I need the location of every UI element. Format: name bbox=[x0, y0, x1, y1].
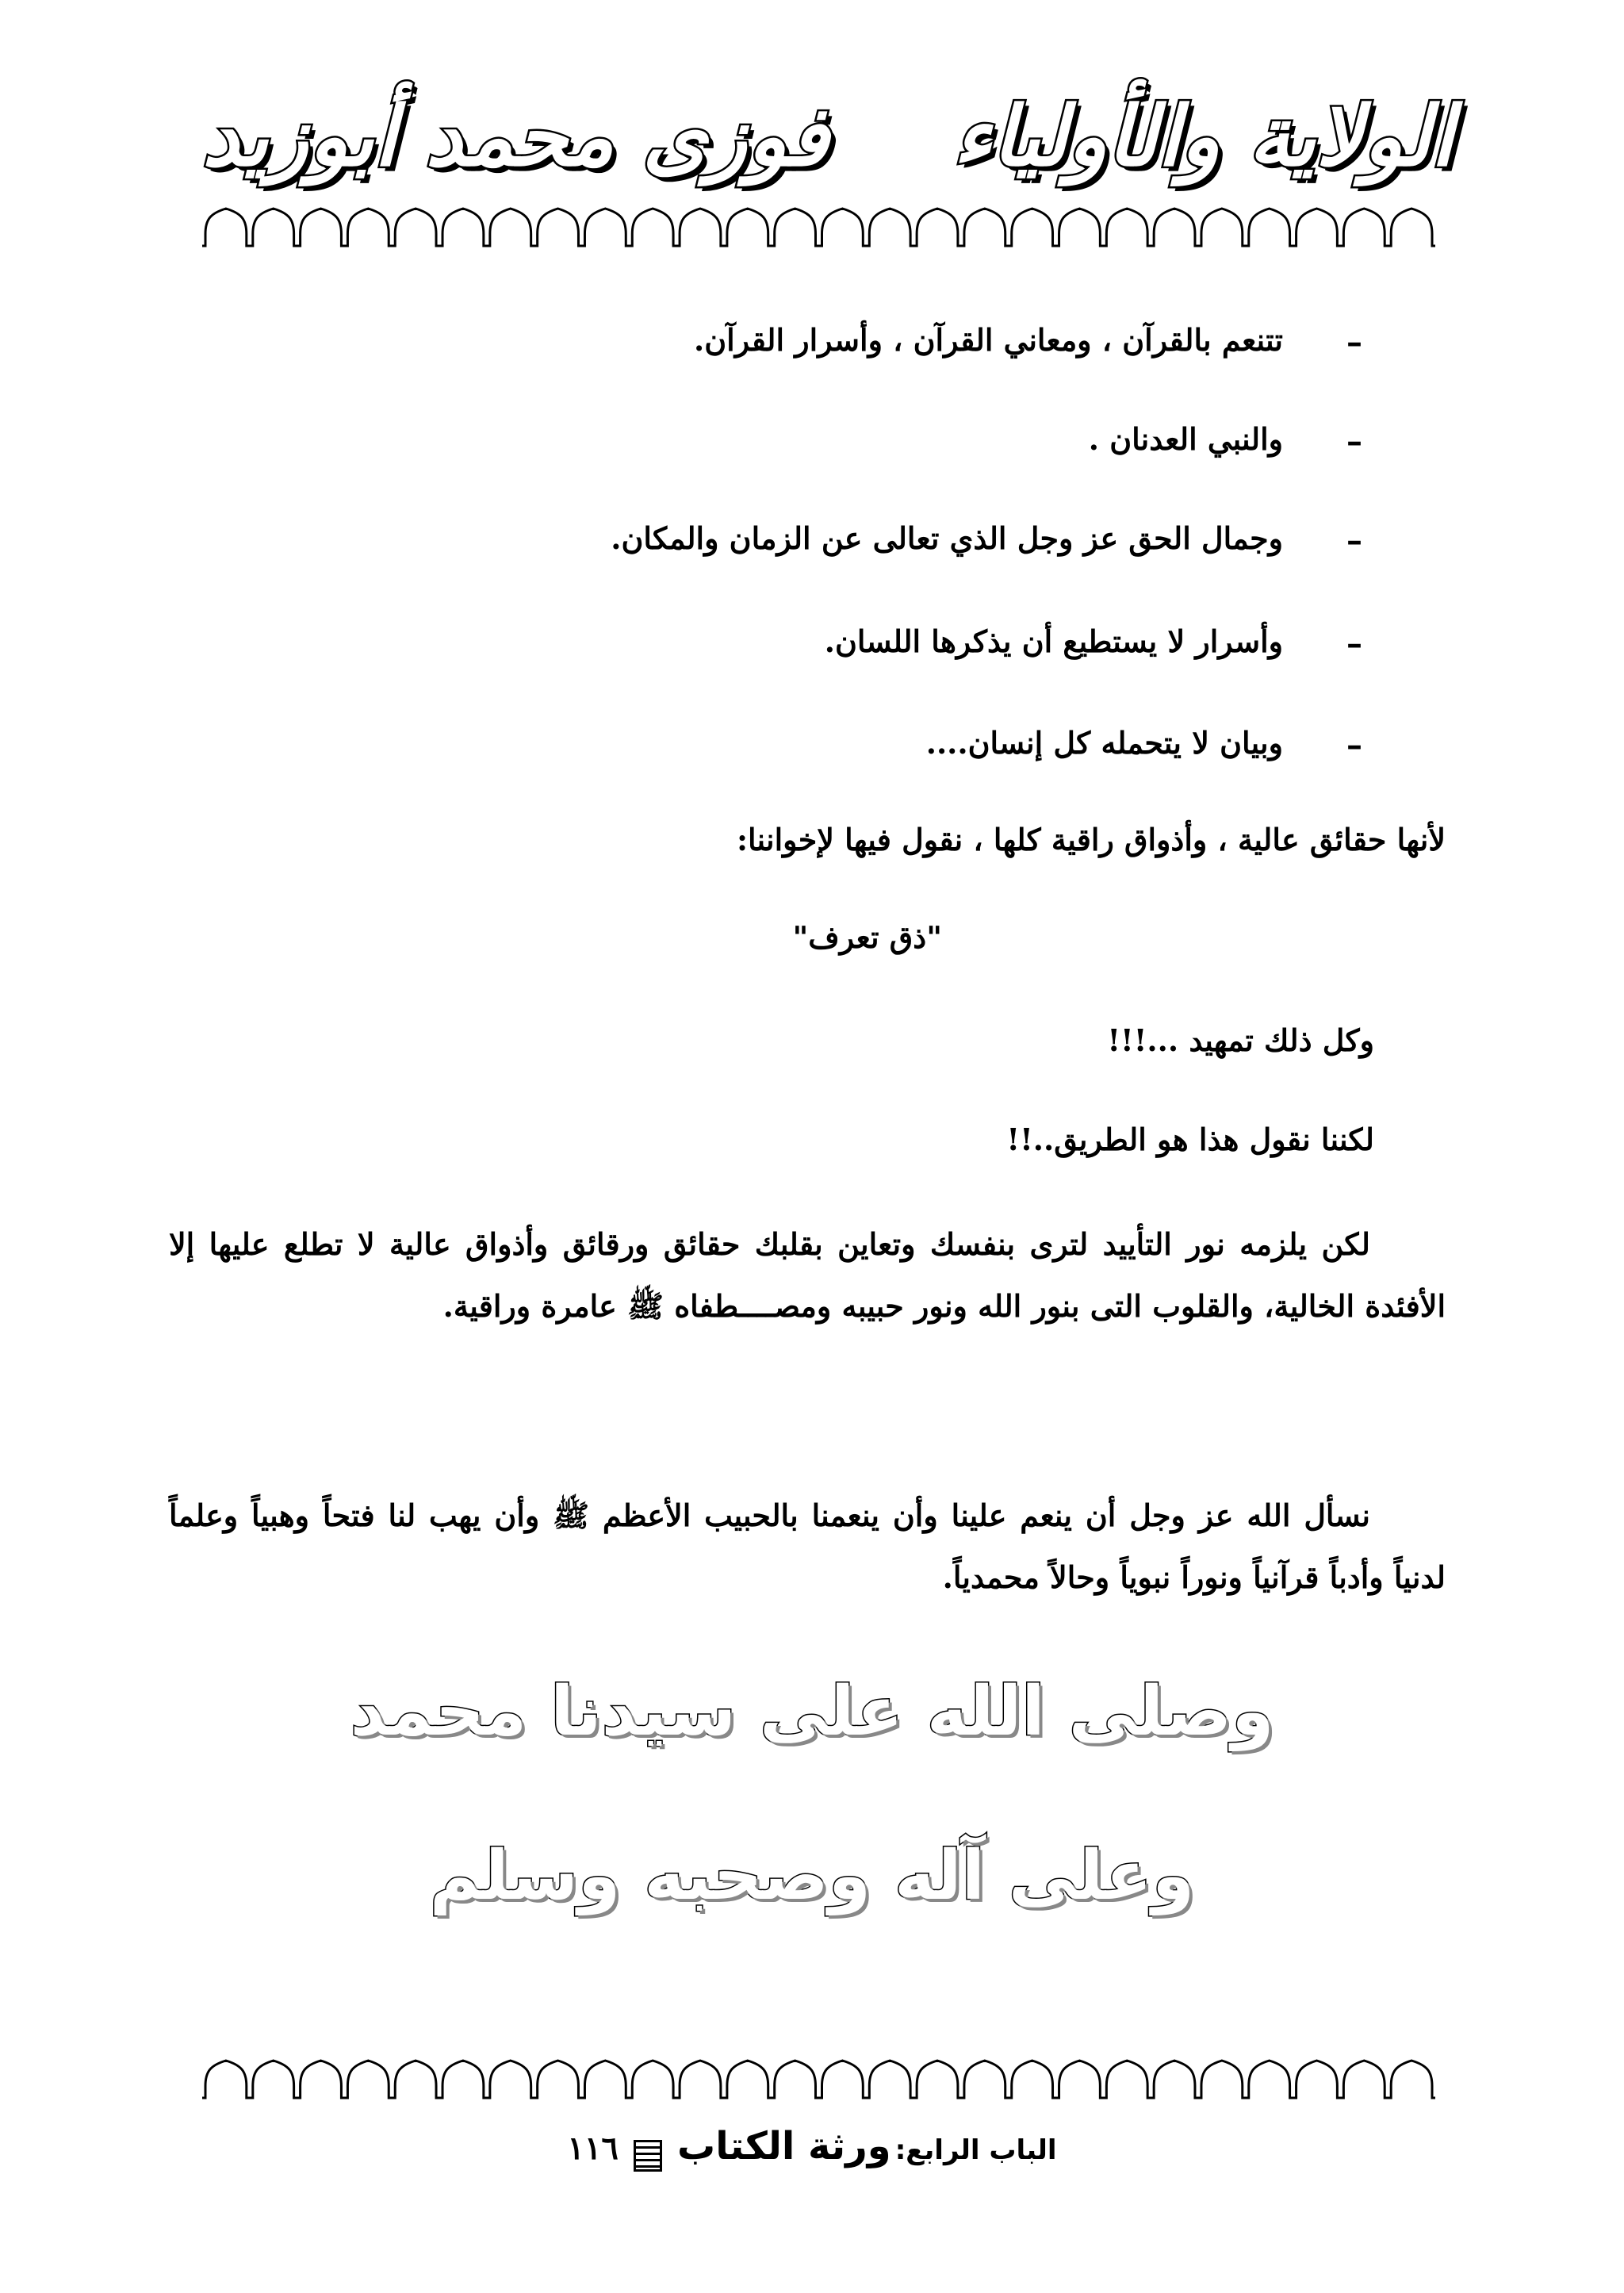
body-line: وكل ذلك تمهيد ...!!! bbox=[1107, 1022, 1374, 1058]
body-line: لكننا نقول هذا هو الطريق..!! bbox=[1006, 1122, 1374, 1157]
bullet-marker: – bbox=[1346, 324, 1362, 361]
paragraph-text: لكن يلزمه نور التأييد لترى بنفسك وتعاين بقلبك حقائق ورقائق وأذواق عالية لا تطلع عليها إلا الأفئدة الخالية، والقلوب التى بنور الله ونور حبيبه ومصــــطفاه ﷺ عامرة وراقية. bbox=[169, 1226, 1446, 1324]
page-footer bbox=[0, 2124, 1624, 2172]
bullet-item: والنبي العدنان . bbox=[1088, 421, 1283, 457]
bullet-item: تتنعم بالقرآن ، ومعاني القرآن ، وأسرار القرآن. bbox=[694, 322, 1283, 358]
bullet-item: وأسرار لا يستطيع أن يذكرها اللسان. bbox=[824, 623, 1283, 659]
quote-line: "ذق تعرف" bbox=[792, 919, 942, 955]
book-icon bbox=[634, 2140, 662, 2172]
paragraph bbox=[169, 1214, 1446, 1337]
bullet-item: وبيان لا يتحمله كل إنسان.... bbox=[925, 725, 1283, 761]
bullet-item: وجمال الحق عز وجل الذي تعالى عن الزمان والمكان. bbox=[611, 520, 1283, 556]
bottom-arch-border bbox=[202, 2054, 1435, 2102]
author-name: فوزى محمد أبوزيد bbox=[202, 88, 829, 185]
page-number: ١١٦ bbox=[567, 2130, 619, 2167]
bullet-marker: – bbox=[1346, 727, 1362, 764]
bullet-marker: – bbox=[1346, 625, 1362, 662]
top-arch-border bbox=[202, 202, 1435, 250]
book-title: الولاية والأولياء bbox=[953, 88, 1454, 185]
bullet-marker: – bbox=[1346, 522, 1362, 559]
closing-calligraphy-line: وصلى الله على سيدنا محمد bbox=[350, 1672, 1274, 1751]
body-line: لأنها حقائق عالية ، وأذواق راقية كلها ، نقول فيها لإخواننا: bbox=[736, 822, 1446, 857]
closing-calligraphy-line: وعلى آله وصحبه وسلم bbox=[429, 1836, 1195, 1915]
bullet-marker: – bbox=[1346, 423, 1362, 460]
paragraph-text: نسأل الله عز وجل أن ينعم علينا وأن ينعمنا بالحبيب الأعظم ﷺ وأن يهب لنا فتحاً وهبياً وعلماً لدنياً وأدباً قرآنياً ونوراً نبوياً وحالاً محمدياً. bbox=[169, 1497, 1446, 1595]
chapter-title: ورثة الكتاب bbox=[677, 2124, 891, 2168]
paragraph bbox=[169, 1485, 1446, 1609]
chapter-label: الباب الرابع: bbox=[894, 2134, 1057, 2166]
